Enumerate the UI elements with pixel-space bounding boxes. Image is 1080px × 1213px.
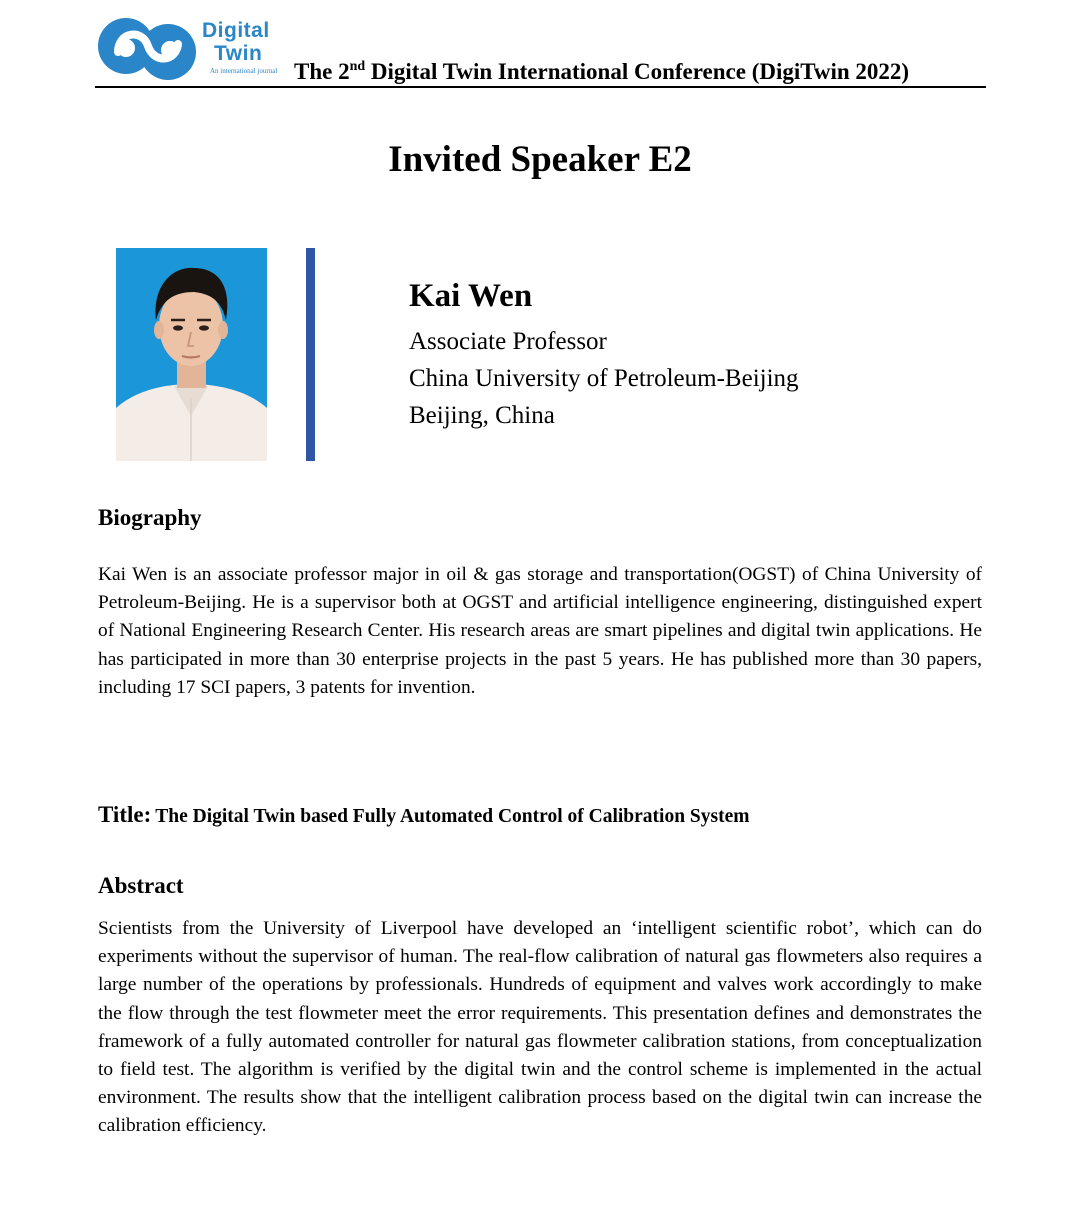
conference-title [294, 58, 909, 86]
header-divider [95, 86, 986, 88]
talk-title [98, 802, 750, 828]
speaker-photo [116, 248, 267, 461]
digital-twin-logo [96, 18, 286, 80]
abstract-heading: Abstract [98, 873, 184, 898]
speaker-portrait-image [116, 248, 267, 461]
conference-title-prefix: The 2 [294, 59, 350, 84]
biography-text: Kai Wen is an associate professor major in oil & gas storage and transportation(OGST) of China University of Petroleum-Beijing. He is a supervisor both at OGST and artificial intelligence engineering, distinguished expert of National Engineering Research Center. His research areas are smart pipelines and digital twin applications. He has participated in more than 30 enterprise projects in the past 5 years. He has published more than 30 papers, including 17 SCI papers, 3 patents for invention. [98, 564, 982, 698]
speaker-position: Associate Professor [409, 328, 607, 355]
conference-title-suffix: Digital Twin International Conference (DigiTwin 2022) [365, 59, 910, 84]
speaker-accent-bar [306, 248, 315, 461]
logo-subtitle: An international journal [210, 67, 278, 75]
talk-title-text: The Digital Twin based Fully Automated Control of Calibration System [155, 806, 750, 827]
logo-swirl-icon [96, 18, 204, 80]
speaker-location: Beijing, China [409, 402, 555, 429]
logo-word-digital: Digital [202, 19, 270, 42]
conference-title-ordinal: nd [349, 59, 366, 74]
talk-title-label: Title: [98, 802, 152, 827]
biography-heading: Biography [98, 505, 202, 530]
logo-word-twin: Twin [214, 42, 263, 65]
page-title: Invited Speaker E2 [388, 139, 692, 180]
speaker-name: Kai Wen [409, 278, 533, 314]
abstract-text: Scientists from the University of Liverpool have developed an ‘intelligent scientific robot’, which can do experiments without the supervisor of human. The real-flow calibration of natural gas flowmeters also requires a large number of the operations by professionals. Hundreds of equipment and valves work accordingly to make the flow through the test flowmeter meet the error requirements. This presentation defines and demonstrates the framework of a fully automated controller for natural gas flowmeter calibration stations, from conceptualization to field test. The algorithm is verified by the digital twin and the control scheme is implemented in the actual environment. The results show that the intelligent calibration process based on the digital twin can increase the calibration efficiency. [98, 918, 982, 1137]
speaker-institution: China University of Petroleum-Beijing [409, 365, 799, 392]
